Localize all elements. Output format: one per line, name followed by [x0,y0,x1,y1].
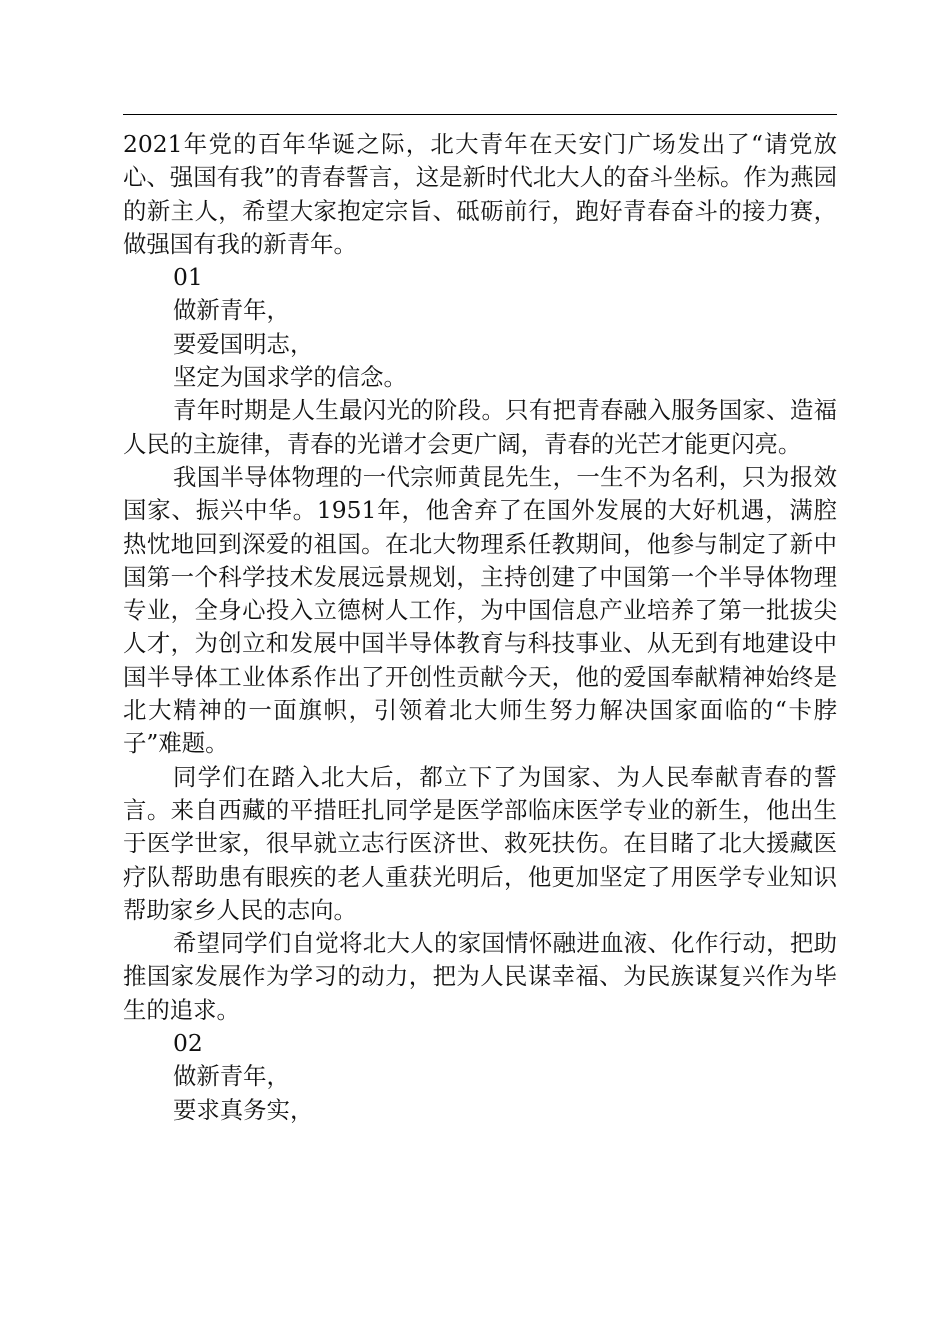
document-body [123,128,837,1127]
section-heading-line: 要爱国明志， [173,329,314,358]
paragraph-intro: 2021年党的百年华诞之际，北大青年在天安门广场发出了“请党放心、强国有我”的青春誓言，这是新时代北大人的奋斗坐标。作为燕园的新主人，希望大家抱定宗旨、砥砺前行，跑好青春奋斗的接力赛，做强国有我的新青年。 [123,130,837,258]
paragraph: 青年时期是人生最闪光的阶段。只有把青春融入服务国家、造福人民的主旋律，青春的光谱才会更广阔，青春的光芒才能更闪亮。 [123,396,837,458]
section-heading-line: 做新青年， [173,296,290,325]
paragraph: 希望同学们自觉将北大人的家国情怀融进血液、化作行动，把助推国家发展作为学习的动力，把为人民谋幸福、为民族谋复兴作为毕生的追求。 [123,929,837,1024]
section-number-01: 01 [173,263,203,292]
paragraph: 我国半导体物理的一代宗师黄昆先生，一生不为名利，只为报效国家、振兴中华。1951年，他舍弃了在国外发展的大好机遇，满腔热忱地回到深爱的祖国。在北大物理系任教期间，他参与制定了新中国第一个科学技术发展远景规划，主持创建了中国第一个半导体物理专业，全身心投入立德树人工作，为中国信息产业培养了第一批拔尖人才，为创立和发展中国半导体教育与科技事业、从无到有地建设中国半导体工业体系作出了开创性贡献今天，他的爱国奉献精神始终是北大精神的一面旗帜，引领着北大师生努力解决国家面临的“卡脖子”难题。 [123,462,837,758]
paragraph: 同学们在踏入北大后，都立下了为国家、为人民奉献青春的誓言。来自西藏的平措旺扎同学是医学部临床医学专业的新生，他出生于医学世家，很早就立志行医济世、救死扶伤。在目睹了北大援藏医疗队帮助患有眼疾的老人重获光明后，他更加坚定了用医学专业知识帮助家乡人民的志向。 [123,762,837,924]
section-heading-line: 要求真务实， [173,1095,314,1124]
section-heading-line: 坚定为国求学的信念。 [173,363,407,392]
header-rule [123,114,837,115]
section-number-02: 02 [173,1029,203,1058]
section-heading-line: 做新青年， [173,1062,290,1091]
